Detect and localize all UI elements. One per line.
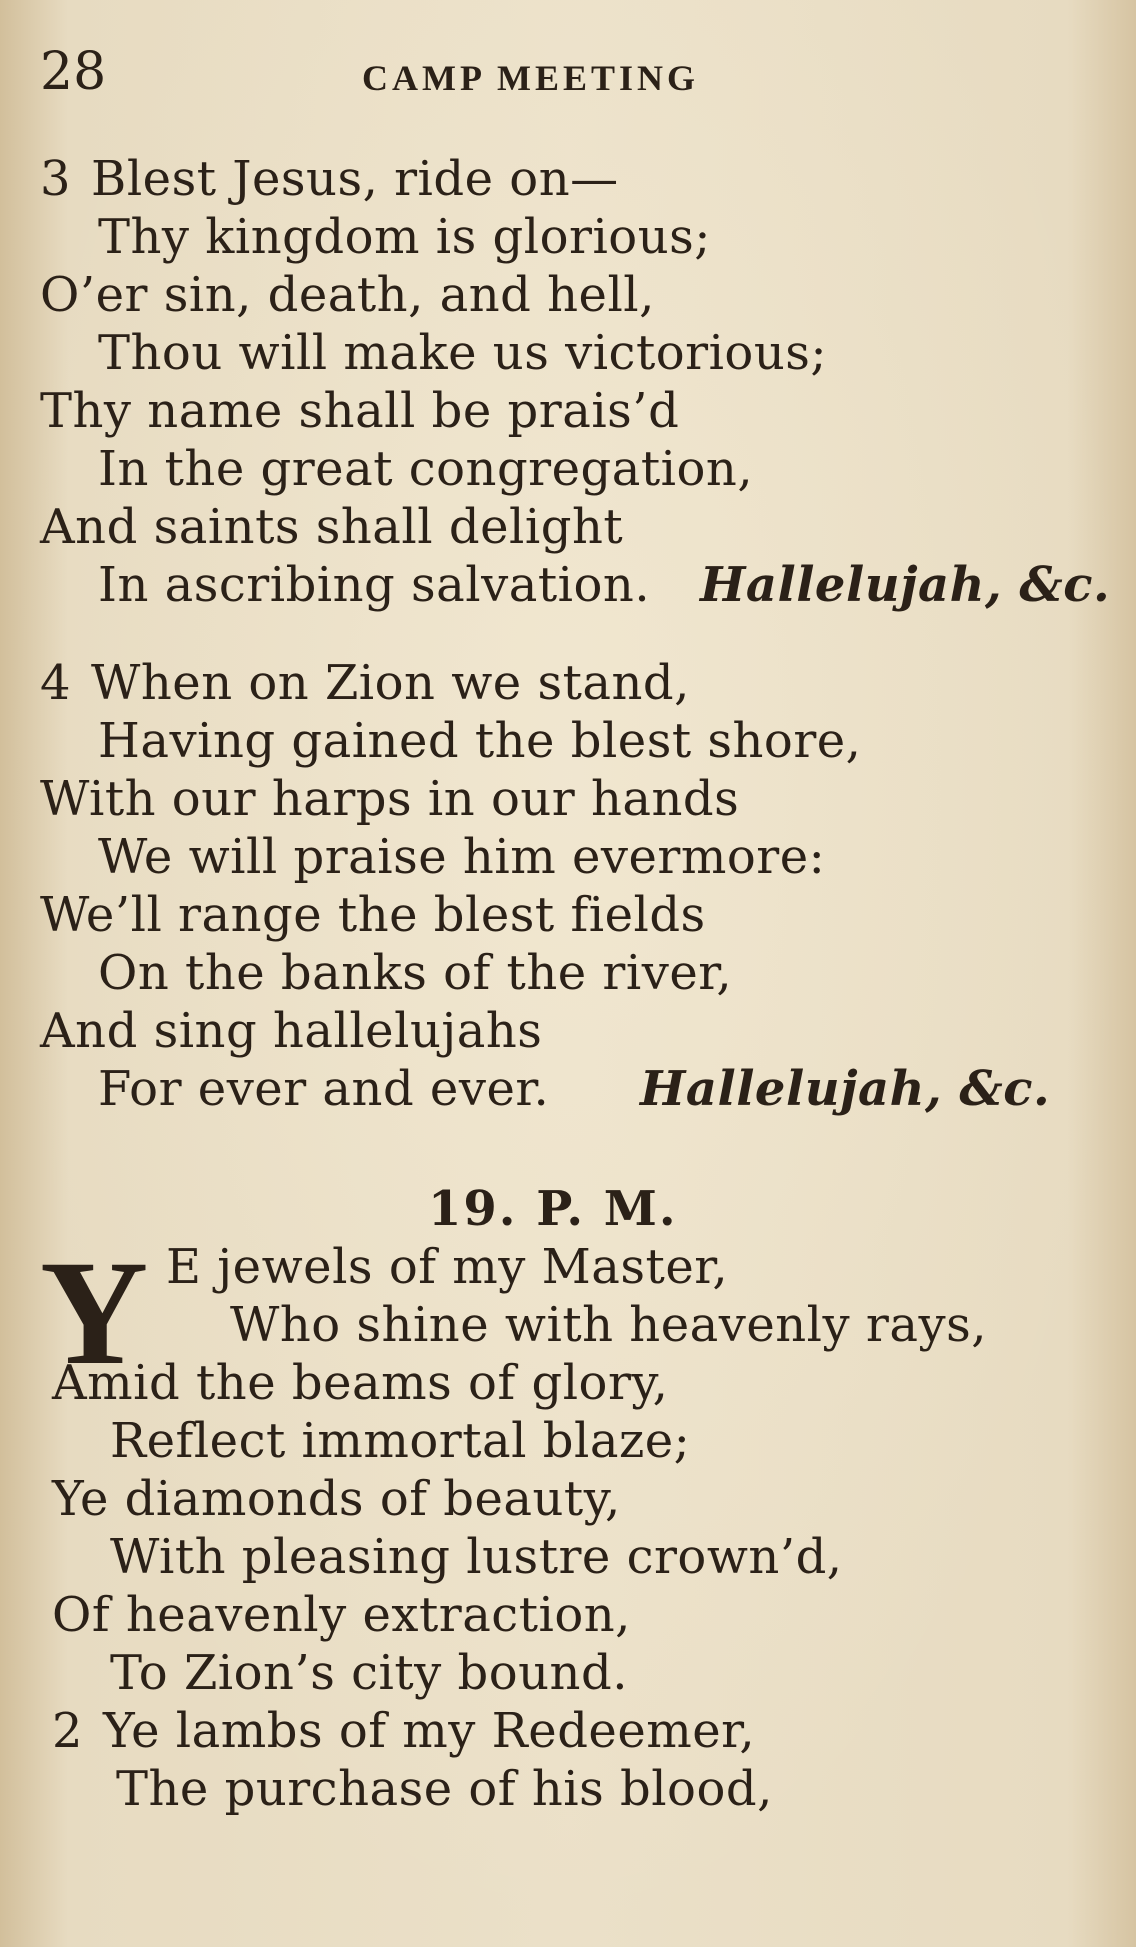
page-number: 28 — [40, 42, 107, 102]
stanza-3-line-8: In ascribing salvation. — [98, 557, 651, 613]
stanza-4-line-4: We will praise him evermore: — [98, 829, 826, 885]
verse-number: 2 — [52, 1703, 84, 1759]
stanza-3-line-4: Thou will make us victorious; — [98, 325, 828, 381]
stanza-4-refrain: Hallelujah, &c. — [640, 1061, 1051, 1117]
hymn-19-line-5: Ye diamonds of beauty, — [52, 1471, 621, 1527]
drop-cap: Y — [40, 1230, 149, 1396]
hymn-19-stanza-2-line-2: The purchase of his blood, — [116, 1761, 773, 1817]
stanza-4-line-2: Having gained the blest shore, — [98, 713, 862, 769]
stanza-3-line-3: O’er sin, death, and hell, — [40, 267, 655, 323]
stanza-3-line-1: 3 Blest Jesus, ride on— — [40, 151, 619, 207]
hymn-19-stanza-2-line-1: 2 Ye lambs of my Redeemer, — [52, 1703, 756, 1759]
stanza-4-line-7: And sing hallelujahs — [40, 1003, 543, 1059]
hymn-19-line-1: E jewels of my Master, — [166, 1239, 729, 1295]
stanza-3-line-2: Thy kingdom is glorious; — [98, 209, 711, 265]
hymn-heading: 19. P. M. — [428, 1181, 678, 1237]
verse-number: 4 — [40, 655, 72, 711]
hymn-19-line-4: Reflect immortal blaze; — [110, 1413, 691, 1469]
stanza-3-refrain: Hallelujah, &c. — [700, 557, 1111, 613]
running-head: CAMP MEETING — [362, 58, 700, 98]
hymn-19-line-8: To Zion’s city bound. — [110, 1645, 628, 1701]
stanza-4-line-3: With our harps in our hands — [40, 771, 740, 827]
hymn-19-line-2: Who shine with heavenly rays, — [230, 1297, 987, 1353]
stanza-4-line-6: On the banks of the river, — [98, 945, 733, 1001]
verse-number: 3 — [40, 151, 72, 207]
stanza-3-line-5: Thy name shall be prais’d — [40, 383, 680, 439]
stanza-4-line-1: 4 When on Zion we stand, — [40, 655, 690, 711]
stanza-3-line-6: In the great congregation, — [98, 441, 754, 497]
hymn-19-line-6: With pleasing lustre crown’d, — [110, 1529, 843, 1585]
hymn-19-line-3: Amid the beams of glory, — [52, 1355, 669, 1411]
stanza-4-line-5: We’ll range the blest fields — [40, 887, 706, 943]
hymn-19-line-7: Of heavenly extraction, — [52, 1587, 631, 1643]
stanza-4-line-8: For ever and ever. — [98, 1061, 550, 1117]
stanza-3-line-7: And saints shall delight — [40, 499, 624, 555]
